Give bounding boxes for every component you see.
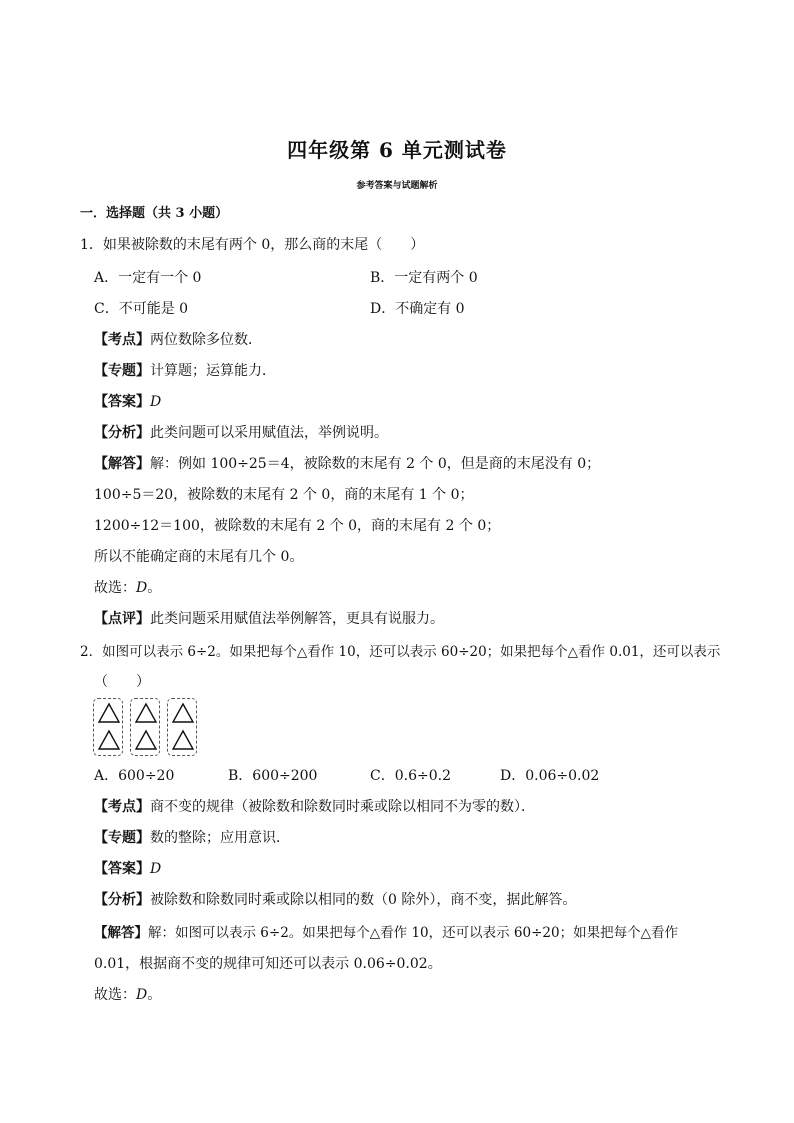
q2-stem-line2: （ ） [94,674,150,690]
triangle-group [130,698,160,756]
q2-option-c: C．0.6÷0.2 [370,768,451,784]
q1-comment [94,610,444,628]
q2-answer-value: D [150,861,162,877]
q1-final-choice [94,579,161,597]
q2-solution-line2: 0.01，根据商不变的规律可知还可以表示 0.06÷0.02。 [94,956,442,972]
q2-analysis-text: 被除数和除数同时乘或除以相同的数（0 除外），商不变，据此解答。 [150,892,577,908]
triangle-icon [134,729,158,751]
q1-final-suffix: 。 [147,580,162,596]
q2-solution-label: 【解答】 [94,925,148,941]
q2-zhuanti [94,829,290,847]
q2-final-answer: D [136,987,148,1003]
q1-zhuanti [94,362,276,380]
q2-kaodian-text: 商不变的规律（被除数和除数同时乘或除以相同不为零的数）． [150,799,535,815]
q1-analysis-label: 【分析】 [94,425,150,441]
q1-zhuanti-text: 计算题；运算能力． [150,363,276,379]
q1-solution-line4: 所以不能确定商的末尾有几个 0。 [94,549,304,565]
triangle-group [93,698,123,756]
q1-solution-label: 【解答】 [94,456,150,472]
q1-kaodian-text: 两位数除多位数． [150,332,262,348]
q1-zhuanti-label: 【专题】 [94,363,150,379]
q2-option-d: D．0.06÷0.02 [500,768,600,784]
q1-comment-label: 【点评】 [94,611,150,627]
q2-solution [94,924,678,942]
q2-option-b: B．600÷200 [228,768,318,784]
triangle-icon [97,702,121,724]
q1-answer-label: 【答案】 [94,394,150,410]
q1-answer [94,393,161,411]
q2-solution-line1: 解：如图可以表示 6÷2。如果把每个△看作 10，还可以表示 60÷20；如果把每个△看作 [148,925,678,941]
triangle-group [167,698,197,756]
q1-kaodian-label: 【考点】 [94,332,150,348]
q1-stem: 1．如果被除数的末尾有两个 0，那么商的末尾（ ） [80,237,425,253]
q2-final-prefix: 故选： [94,987,136,1003]
q1-option-a: A．一定有一个 0 [94,270,202,286]
q2-analysis [94,891,576,909]
q1-option-c: C．不可能是 0 [94,301,189,317]
triangle-icon [171,729,195,751]
q1-solution-line3: 1200÷12＝100，被除数的末尾有 2 个 0，商的末尾有 2 个 0； [94,518,501,534]
q1-final-answer: D [136,580,148,596]
q2-option-a: A．600÷20 [94,768,175,784]
q2-kaodian-label: 【考点】 [94,799,150,815]
q2-kaodian [94,798,535,816]
q1-analysis-text: 此类问题可以采用赋值法，举例说明。 [150,425,388,441]
q1-solution-line1: 解：例如 100÷25＝4，被除数的末尾有 2 个 0，但是商的末尾没有 0； [150,456,601,472]
q2-zhuanti-label: 【专题】 [94,830,150,846]
triangle-icon [171,702,195,724]
q2-answer [94,860,161,878]
q1-solution [94,455,600,473]
q1-kaodian [94,331,262,349]
q2-answer-label: 【答案】 [94,861,150,877]
q2-analysis-label: 【分析】 [94,892,150,908]
triangle-icon [134,702,158,724]
section-heading: 一．选择题（共 3 小题） [80,206,229,221]
q1-solution-line2: 100÷5＝20，被除数的末尾有 2 个 0，商的末尾有 1 个 0； [94,487,474,503]
q1-answer-value: D [150,394,162,410]
q1-option-d: D．不确定有 0 [370,301,465,317]
document-title: 四年级第 6 单元测试卷 [287,138,507,162]
q1-option-b: B．一定有两个 0 [370,270,478,286]
q2-stem-line1: 2．如图可以表示 6÷2。如果把每个△看作 10，还可以表示 60÷20；如果把每个△看作 0.01，还可以表示 [80,644,721,660]
q1-final-prefix: 故选： [94,580,136,596]
document-subtitle: 参考答案与试题解析 [356,181,438,191]
triangle-icon [97,729,121,751]
q2-zhuanti-text: 数的整除；应用意识． [150,830,290,846]
q2-final-suffix: 。 [147,987,162,1003]
q1-analysis [94,424,388,442]
q2-final-choice [94,986,161,1004]
q1-comment-text: 此类问题采用赋值法举例解答，更具有说服力。 [150,611,444,627]
